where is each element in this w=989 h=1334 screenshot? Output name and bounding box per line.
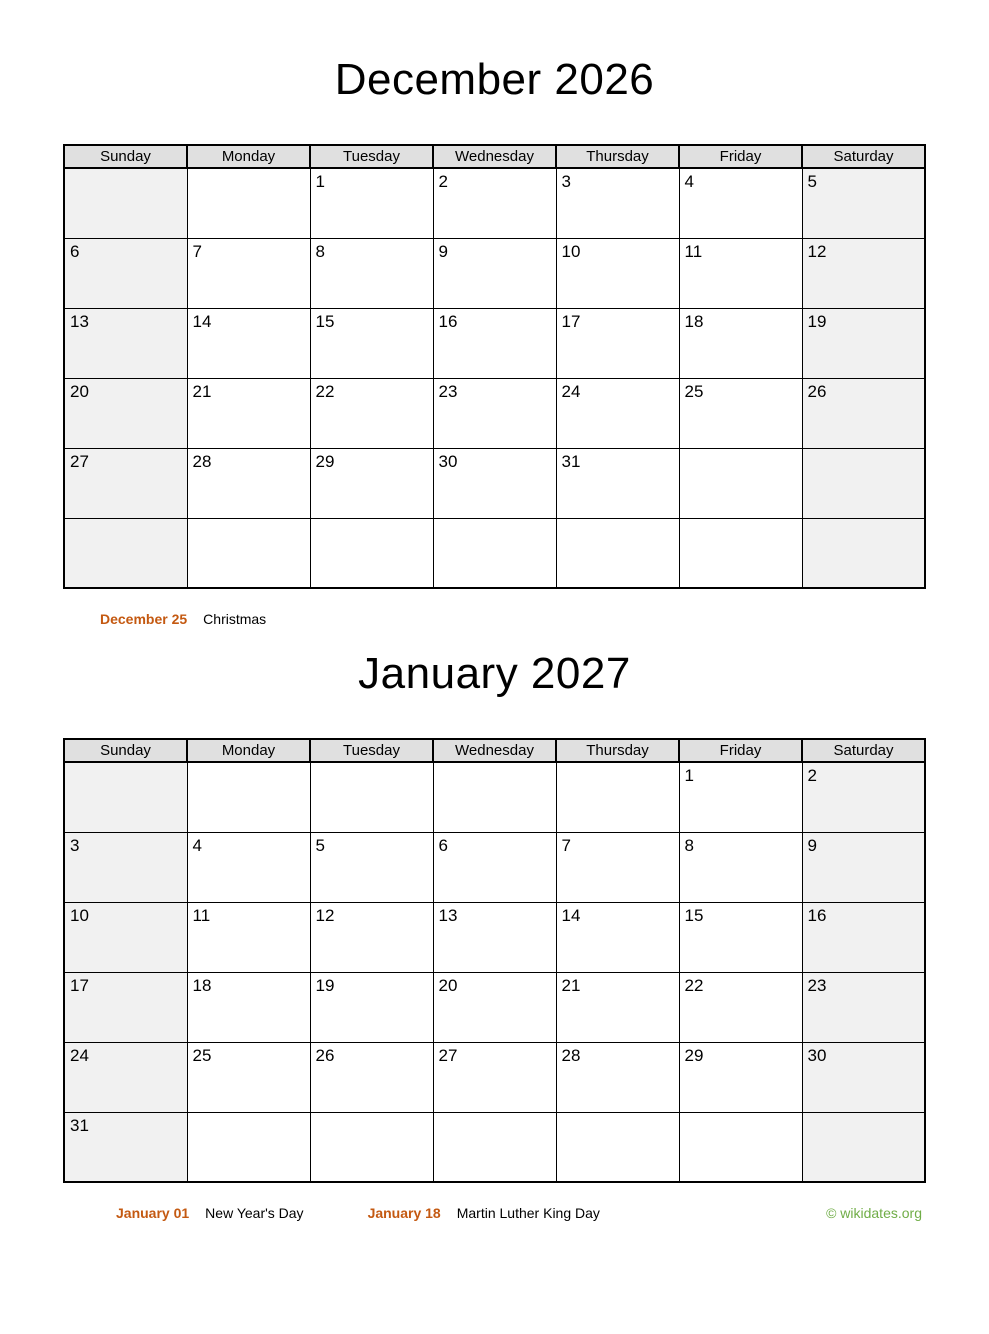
holiday-name: New Year's Day [205,1205,304,1221]
day-cell [187,378,310,448]
day-cell [310,518,433,588]
date-number [434,774,439,776]
day-header-row [64,739,925,762]
holiday-name: Martin Luther King Day [456,1205,600,1221]
day-cell [64,1112,187,1182]
day-cell [679,448,802,518]
day-header-thursday: Thursday [556,739,679,762]
week-row [64,762,925,832]
day-cell [802,168,925,238]
day-cell [556,972,679,1042]
date-number [803,460,808,462]
day-cell [556,238,679,308]
calendar-page [0,54,989,1222]
day-cell [310,378,433,448]
date-number [557,530,562,532]
day-cell [679,168,802,238]
day-cell [310,1112,433,1182]
day-cell [187,518,310,588]
date-number: 30 [807,1045,827,1065]
week-row [64,902,925,972]
holiday-date: December 25 [100,611,188,627]
date-number: 20 [438,975,458,995]
date-number: 24 [70,1045,89,1065]
day-cell [679,832,802,902]
day-cell [64,238,187,308]
date-number: 28 [192,451,212,471]
day-cell [187,1112,310,1182]
date-number [680,1124,685,1126]
day-cell [802,308,925,378]
day-cell [187,832,310,902]
day-cell [187,448,310,518]
day-cell [64,972,187,1042]
day-cell [64,762,187,832]
day-cell [187,972,310,1042]
day-cell [310,762,433,832]
month-section-january [63,648,926,1222]
date-number: 9 [438,241,448,261]
date-number: 21 [192,381,212,401]
week-row [64,832,925,902]
date-number: 16 [438,311,458,331]
date-number: 1 [684,766,694,785]
holiday-name: Christmas [203,611,267,627]
day-cell [433,378,556,448]
date-number: 31 [561,451,581,471]
day-cell [679,902,802,972]
date-number: 1 [315,172,325,191]
day-cell [556,902,679,972]
day-cell [679,1042,802,1112]
date-number: 10 [70,905,89,925]
day-cell [433,832,556,902]
day-cell [310,238,433,308]
date-number [65,774,70,776]
day-cell [187,168,310,238]
day-cell [187,902,310,972]
day-cell [433,1112,556,1182]
day-cell [679,378,802,448]
date-number [188,530,193,532]
date-number: 16 [807,905,827,925]
day-cell [802,972,925,1042]
date-number: 11 [684,241,703,261]
day-cell [310,902,433,972]
date-number [311,1124,316,1126]
week-row [64,238,925,308]
day-cell [310,832,433,902]
day-cell [310,972,433,1042]
date-number [311,530,316,532]
calendar-body [64,762,925,1182]
copyright-link[interactable]: © wikidates.org [826,1205,922,1221]
day-cell [556,448,679,518]
day-cell [64,168,187,238]
week-row [64,1042,925,1112]
date-number: 22 [684,975,704,995]
day-cell [64,308,187,378]
day-cell [556,308,679,378]
day-cell [679,238,802,308]
date-number: 29 [315,451,335,471]
day-cell [310,308,433,378]
day-cell [679,518,802,588]
week-row [64,378,925,448]
day-header-friday: Friday [679,739,802,762]
week-row [64,518,925,588]
date-number: 29 [684,1045,704,1065]
month-title-january: January 2027 [358,649,631,698]
day-header-tuesday: Tuesday [310,145,433,168]
date-number: 7 [561,835,571,855]
day-header-wednesday: Wednesday [433,739,556,762]
holiday-line [63,611,926,628]
holiday-item [116,1205,304,1222]
day-header-sunday: Sunday [64,739,187,762]
day-header-tuesday: Tuesday [310,739,433,762]
date-number [188,774,193,776]
date-number [434,530,439,532]
date-number [434,1124,439,1126]
date-number: 19 [807,311,827,331]
day-cell [433,238,556,308]
date-number: 25 [192,1045,212,1065]
day-cell [802,1112,925,1182]
date-number [557,1124,562,1126]
day-cell [310,448,433,518]
date-number: 20 [70,381,89,401]
day-cell [64,518,187,588]
date-number [188,1124,193,1126]
week-row [64,168,925,238]
date-number: 23 [438,381,458,401]
day-cell [64,1042,187,1112]
date-number: 2 [807,766,817,785]
day-cell [433,308,556,378]
date-number: 3 [70,835,80,855]
day-cell [433,518,556,588]
day-header-friday: Friday [679,145,802,168]
day-cell [679,308,802,378]
date-number: 18 [684,311,704,331]
week-row [64,1112,925,1182]
date-number: 28 [561,1045,581,1065]
day-cell [433,902,556,972]
date-number [188,180,193,182]
day-header-monday: Monday [187,739,310,762]
date-number: 31 [70,1115,89,1135]
day-cell [802,832,925,902]
date-number: 3 [561,172,571,191]
footer-holiday-line [63,1205,926,1222]
day-cell [802,238,925,308]
date-number: 15 [684,905,704,925]
month-title-december: December 2026 [334,55,655,104]
day-cell [64,378,187,448]
day-cell [187,308,310,378]
date-number: 11 [192,905,211,925]
date-number [65,530,70,532]
day-cell [433,1042,556,1112]
date-number [680,530,685,532]
holiday-item [100,611,266,628]
date-number: 23 [807,975,827,995]
calendar-body [64,168,925,588]
day-cell [433,972,556,1042]
date-number: 6 [70,241,80,261]
day-cell [64,448,187,518]
date-number: 8 [315,241,325,261]
week-row [64,308,925,378]
date-number: 27 [438,1045,458,1065]
day-cell [187,762,310,832]
date-number: 5 [315,835,325,855]
day-cell [679,762,802,832]
day-header-thursday: Thursday [556,145,679,168]
date-number: 24 [561,381,581,401]
holiday-date: January 01 [116,1205,190,1221]
date-number: 19 [315,975,335,995]
date-number: 13 [438,905,458,925]
week-row [64,972,925,1042]
day-cell [64,902,187,972]
day-cell [64,832,187,902]
day-cell [433,168,556,238]
day-cell [556,832,679,902]
calendar-head [64,145,925,168]
day-cell [310,1042,433,1112]
day-cell [802,1042,925,1112]
day-cell [556,168,679,238]
date-number: 22 [315,381,335,401]
date-number [680,460,685,462]
date-number: 13 [70,311,89,331]
month-section-december [63,54,926,628]
day-cell [679,1112,802,1182]
date-number: 14 [192,311,212,331]
date-number: 21 [561,975,581,995]
date-number [803,1124,808,1126]
date-number: 17 [561,311,581,331]
date-number: 4 [684,172,694,191]
calendar-head [64,739,925,762]
date-number: 14 [561,905,581,925]
holiday-date: January 18 [367,1205,441,1221]
date-number: 7 [192,241,202,261]
day-cell [556,518,679,588]
day-cell [556,1042,679,1112]
calendar-table-december [63,144,926,589]
date-number: 17 [70,975,89,995]
date-number: 26 [807,381,827,401]
date-number: 4 [192,835,202,855]
date-number: 10 [561,241,581,261]
day-cell [556,762,679,832]
date-number [557,774,562,776]
day-header-wednesday: Wednesday [433,145,556,168]
date-number: 6 [438,835,448,855]
day-cell [556,378,679,448]
date-number: 27 [70,451,89,471]
date-number [65,180,70,182]
day-cell [802,378,925,448]
day-cell [187,1042,310,1112]
date-number: 9 [807,835,817,855]
day-cell [802,762,925,832]
date-number: 25 [684,381,704,401]
date-number: 26 [315,1045,335,1065]
day-cell [556,1112,679,1182]
day-cell [433,762,556,832]
day-header-saturday: Saturday [802,739,925,762]
calendar-table-january [63,738,926,1183]
day-cell [187,238,310,308]
date-number: 12 [315,905,335,925]
date-number: 15 [315,311,335,331]
holiday-item [368,1205,600,1222]
date-number: 2 [438,172,448,191]
date-number: 30 [438,451,458,471]
day-cell [433,448,556,518]
day-cell [679,972,802,1042]
day-cell [802,518,925,588]
day-cell [802,448,925,518]
date-number: 12 [807,241,827,261]
day-header-monday: Monday [187,145,310,168]
date-number [311,774,316,776]
date-number: 8 [684,835,694,855]
months-container [63,54,926,1222]
day-header-row [64,145,925,168]
day-cell [310,168,433,238]
date-number [803,530,808,532]
date-number: 5 [807,172,817,191]
date-number: 18 [192,975,212,995]
day-header-sunday: Sunday [64,145,187,168]
day-cell [802,902,925,972]
week-row [64,448,925,518]
day-header-saturday: Saturday [802,145,925,168]
